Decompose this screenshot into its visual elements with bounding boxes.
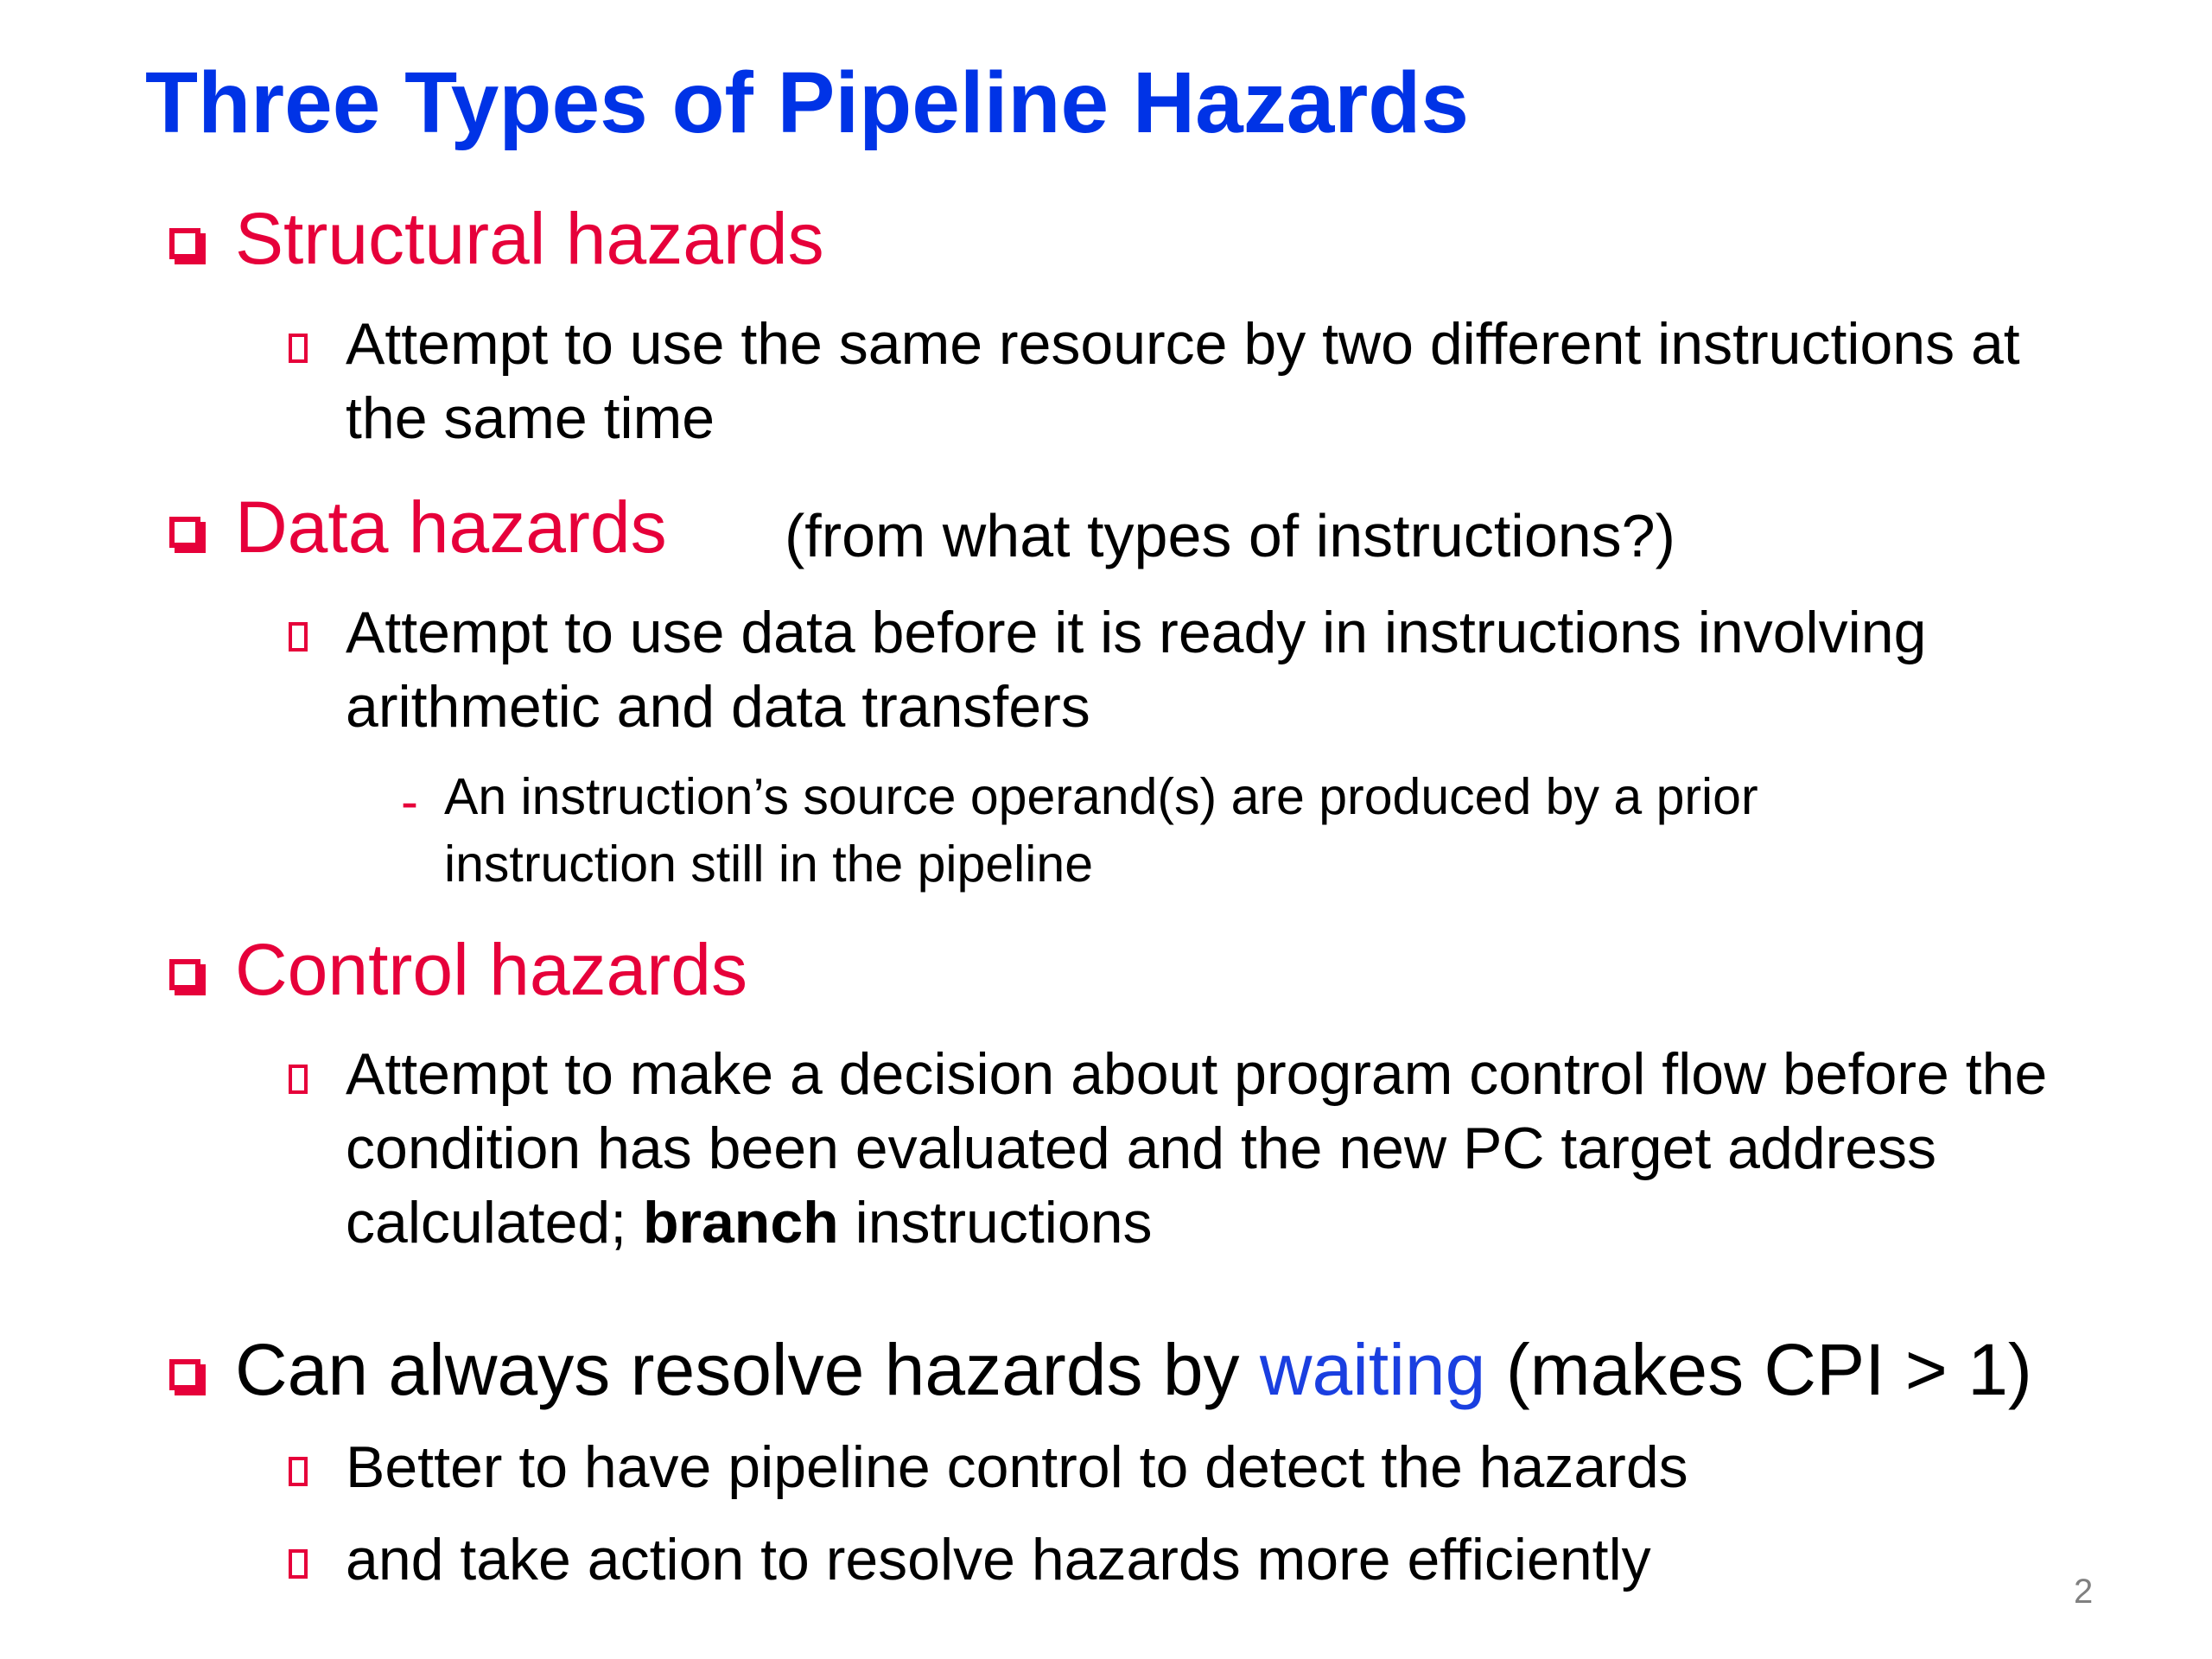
square-bullet-icon xyxy=(169,517,200,548)
square-bullet-icon xyxy=(169,228,200,259)
control-point-text xyxy=(346,1037,2108,1260)
hollow-rect-bullet-icon xyxy=(289,1457,308,1486)
control-point-bold-term: branch xyxy=(642,1190,839,1255)
hollow-rect-bullet-icon xyxy=(289,334,308,363)
resolve-heading-highlight: waiting xyxy=(1259,1329,1486,1410)
slide-title: Three Types of Pipeline Hazards xyxy=(145,54,1469,151)
control-point-text-before: Attempt to make a decision about program control flow before the condition has been evaluated and the new PC target address calculated; xyxy=(346,1041,2048,1255)
resolve-point-2: and take action to resolve hazards more efficiently xyxy=(346,1527,1651,1592)
section-heading-data: Data hazards xyxy=(235,486,667,568)
dash-bullet-icon: - xyxy=(401,772,418,830)
data-hazards-aside: (from what types of instructions?) xyxy=(785,502,1675,569)
page-number: 2 xyxy=(2074,1573,2094,1611)
resolve-point-1: Better to have pipeline control to detect the hazards xyxy=(346,1434,1688,1500)
data-subpoint-text: An instruction’s source operand(s) are produced by a prior instruction still in the pipeline xyxy=(444,768,1758,893)
hollow-rect-bullet-icon xyxy=(289,1065,308,1094)
resolve-heading-after: (makes CPI > 1) xyxy=(1485,1329,2032,1410)
control-point-text-after: instructions xyxy=(838,1190,1153,1255)
section-heading-structural: Structural hazards xyxy=(235,198,824,279)
hollow-rect-bullet-icon xyxy=(289,622,308,652)
data-point-text: Attempt to use data before it is ready in instructions involving arithmetic and data transfers xyxy=(346,600,1927,740)
section-heading-resolve xyxy=(235,1329,2032,1410)
structural-point-text: Attempt to use the same resource by two different instructions at the same time xyxy=(346,311,2020,451)
section-heading-control: Control hazards xyxy=(235,929,747,1010)
resolve-heading-before: Can always resolve hazards by xyxy=(235,1329,1260,1410)
square-bullet-icon xyxy=(169,1359,200,1390)
hollow-rect-bullet-icon xyxy=(289,1549,308,1579)
square-bullet-icon xyxy=(169,959,200,990)
